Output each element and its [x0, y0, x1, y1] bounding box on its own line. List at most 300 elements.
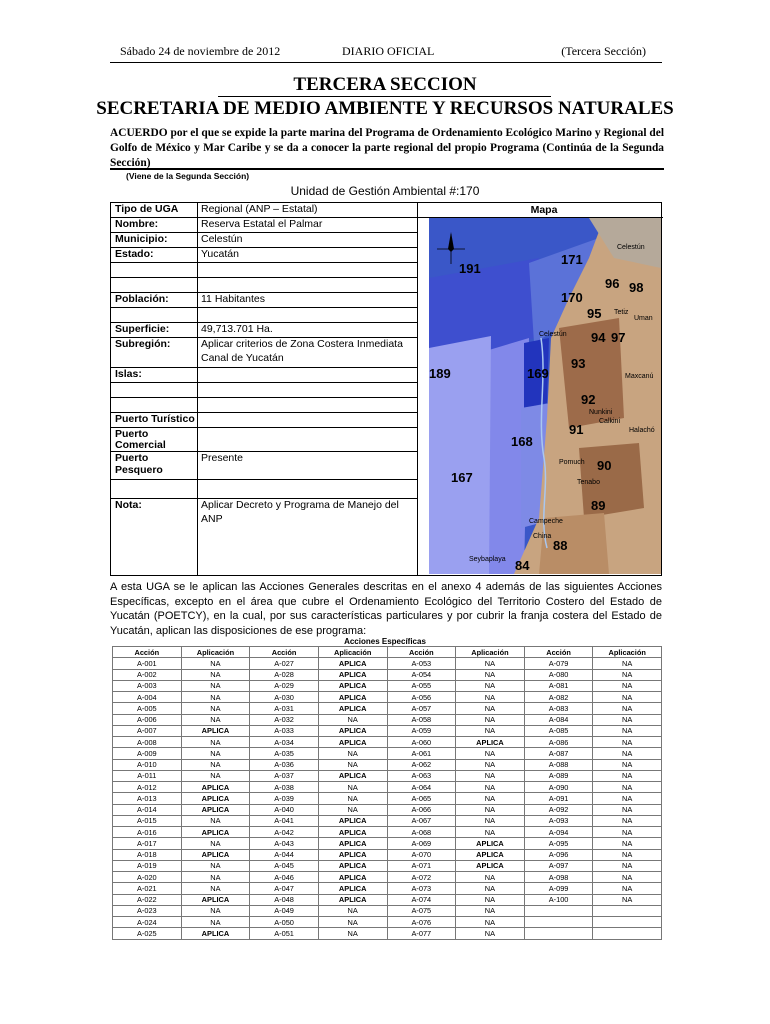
- aplicacion-cell: NA: [456, 917, 525, 928]
- aplicacion-cell: NA: [593, 815, 662, 826]
- accion-cell: A-096: [524, 849, 593, 860]
- uga-title: Unidad de Gestión Ambiental #:170: [290, 184, 480, 198]
- accion-cell: A-009: [113, 748, 182, 759]
- accion-cell: A-056: [387, 692, 456, 703]
- uga-row-islas: [111, 368, 417, 383]
- uga-label-divider-nota: [197, 499, 198, 575]
- map-label-93: 93: [571, 356, 586, 371]
- map-label-170: 170: [561, 290, 583, 305]
- aplicacion-cell: NA: [456, 827, 525, 838]
- accion-cell: A-035: [250, 748, 319, 759]
- uga-row-nombre: [111, 218, 417, 233]
- table-row: [113, 737, 662, 748]
- acciones-table: [112, 646, 662, 940]
- uga-row-nota: [111, 499, 417, 529]
- accion-cell: A-099: [524, 883, 593, 894]
- map-place-north: Celestún: [617, 244, 645, 251]
- uga-row-blank-6: [111, 480, 417, 499]
- accion-cell: A-019: [113, 860, 182, 871]
- table-row: [113, 793, 662, 804]
- uga-row-turistico: [111, 413, 417, 428]
- aplicacion-cell: [593, 928, 662, 939]
- nota-label: Nota:: [115, 499, 142, 511]
- accion-cell: A-017: [113, 838, 182, 849]
- aplicacion-cell: APLICA: [181, 827, 250, 838]
- aplicacion-cell: NA: [456, 872, 525, 883]
- table-row: [113, 860, 662, 871]
- accion-cell: A-045: [250, 860, 319, 871]
- accion-cell: A-008: [113, 737, 182, 748]
- accion-cell: A-091: [524, 793, 593, 804]
- acciones-title: Acciones Específicas: [344, 637, 426, 646]
- aplicacion-cell: NA: [593, 793, 662, 804]
- aplicacion-cell: NA: [456, 658, 525, 669]
- aplicacion-cell: NA: [593, 680, 662, 691]
- map-label-191: 191: [459, 261, 481, 276]
- aplicacion-cell: NA: [593, 725, 662, 736]
- map-label-92: 92: [581, 392, 596, 407]
- accion-cell: A-057: [387, 703, 456, 714]
- nombre-label: Nombre:: [115, 218, 159, 230]
- aplicacion-cell: NA: [456, 692, 525, 703]
- accion-cell: A-010: [113, 759, 182, 770]
- acciones-paragraph: A esta UGA se le aplican las Acciones Generales descritas en el anexo 4 además de las siguientes Acciones Específicas, excepto en el área que cubre el Ordenamiento Ecológico del Territorio Costero del Estado de Yucatán (POETCY), en la cual, por sus características particulares y por cubrir la franja costera del Estado de Yucatán, aplican las disposiciones de ese programa:: [110, 581, 662, 637]
- table-row: [113, 883, 662, 894]
- table-row: [113, 838, 662, 849]
- accion-cell: A-021: [113, 883, 182, 894]
- table-row: [113, 703, 662, 714]
- aplicacion-cell: APLICA: [318, 815, 387, 826]
- aplicacion-cell: APLICA: [181, 782, 250, 793]
- accion-cell: A-011: [113, 770, 182, 781]
- uga-row-municipio: [111, 233, 417, 248]
- accion-cell: A-095: [524, 838, 593, 849]
- map-place-campeche: Campeche: [529, 518, 563, 525]
- aplicacion-cell: NA: [456, 815, 525, 826]
- aplicacion-cell: APLICA: [318, 692, 387, 703]
- accion-cell: A-098: [524, 872, 593, 883]
- estado-label: Estado:: [115, 248, 154, 260]
- aplicacion-cell: APLICA: [181, 849, 250, 860]
- nombre-value: Reserva Estatal el Palmar: [201, 218, 323, 230]
- accion-cell: A-013: [113, 793, 182, 804]
- turistico-label: Puerto Turístico: [115, 413, 195, 425]
- table-row: [113, 827, 662, 838]
- decree-rule: [110, 168, 664, 170]
- accion-cell: A-038: [250, 782, 319, 793]
- aplicacion-cell: APLICA: [181, 894, 250, 905]
- table-row: [113, 759, 662, 770]
- accion-cell: A-070: [387, 849, 456, 860]
- aplicacion-cell: NA: [593, 759, 662, 770]
- accion-cell: A-068: [387, 827, 456, 838]
- accion-cell: A-093: [524, 815, 593, 826]
- accion-cell: A-071: [387, 860, 456, 871]
- aplicacion-cell: NA: [593, 849, 662, 860]
- accion-cell: A-088: [524, 759, 593, 770]
- aplicacion-cell: NA: [593, 714, 662, 725]
- aplicacion-cell: NA: [593, 658, 662, 669]
- aplicacion-cell: APLICA: [181, 928, 250, 939]
- accion-cell: A-080: [524, 669, 593, 680]
- aplicacion-cell: APLICA: [318, 669, 387, 680]
- accion-cell: A-053: [387, 658, 456, 669]
- aplicacion-cell: NA: [593, 748, 662, 759]
- aplicacion-cell: NA: [456, 804, 525, 815]
- pesquero-label-line1: Puerto: [115, 452, 149, 464]
- accion-cell: [524, 928, 593, 939]
- aplicacion-cell: NA: [456, 793, 525, 804]
- aplicacion-cell: NA: [593, 872, 662, 883]
- aplicacion-cell: NA: [593, 770, 662, 781]
- table-row: [113, 905, 662, 916]
- accion-cell: A-048: [250, 894, 319, 905]
- section-title-underline: [218, 96, 551, 97]
- aplicacion-cell: NA: [181, 759, 250, 770]
- aplicacion-cell: NA: [318, 782, 387, 793]
- accion-cell: A-066: [387, 804, 456, 815]
- aplicacion-cell: APLICA: [181, 804, 250, 815]
- map-place-nunkini: Nunkini: [589, 409, 613, 416]
- aplicacion-cell: NA: [181, 815, 250, 826]
- accion-cell: A-042: [250, 827, 319, 838]
- decree-text: ACUERDO por el que se expide la parte marina del Programa de Ordenamiento Ecológico Marino y Regional del Golfo de México y Mar Caribe y se da a conocer la parte regional del propio Programa (Continúa de la Segunda Sección): [110, 127, 664, 169]
- accion-cell: A-049: [250, 905, 319, 916]
- header-section: (Tercera Sección): [561, 44, 646, 58]
- accion-cell: A-024: [113, 917, 182, 928]
- accion-cell: A-020: [113, 872, 182, 883]
- aplicacion-cell: NA: [593, 804, 662, 815]
- table-row: [113, 928, 662, 939]
- aplicacion-cell: APLICA: [318, 838, 387, 849]
- map-label-89: 89: [591, 498, 606, 513]
- accion-cell: A-041: [250, 815, 319, 826]
- uga-row-estado: [111, 248, 417, 263]
- aplicacion-cell: NA: [593, 827, 662, 838]
- aplicacion-cell: NA: [181, 669, 250, 680]
- aplicacion-cell: NA: [318, 905, 387, 916]
- aplicacion-cell: APLICA: [318, 737, 387, 748]
- tipo-value: Regional (ANP – Estatal): [201, 203, 318, 215]
- map-place-china: China: [533, 533, 552, 540]
- aplicacion-cell: NA: [181, 883, 250, 894]
- col-aplicacion-4: Aplicación: [593, 647, 662, 658]
- aplicacion-cell: APLICA: [456, 737, 525, 748]
- accion-cell: A-012: [113, 782, 182, 793]
- aplicacion-cell: NA: [456, 669, 525, 680]
- accion-cell: A-005: [113, 703, 182, 714]
- accion-cell: A-061: [387, 748, 456, 759]
- acciones-body: [113, 658, 662, 939]
- map-place-pomuch: Pomuch: [559, 459, 585, 466]
- aplicacion-cell: NA: [593, 669, 662, 680]
- aplicacion-cell: NA: [181, 692, 250, 703]
- aplicacion-cell: APLICA: [318, 872, 387, 883]
- accion-cell: A-025: [113, 928, 182, 939]
- poblacion-label: Población:: [115, 293, 169, 305]
- accion-cell: A-072: [387, 872, 456, 883]
- aplicacion-cell: NA: [318, 804, 387, 815]
- accion-cell: A-036: [250, 759, 319, 770]
- aplicacion-cell: APLICA: [456, 849, 525, 860]
- uga-row-tipo: [111, 203, 417, 218]
- accion-cell: A-090: [524, 782, 593, 793]
- aplicacion-cell: APLICA: [318, 883, 387, 894]
- table-row: [113, 872, 662, 883]
- accion-cell: A-033: [250, 725, 319, 736]
- aplicacion-cell: NA: [456, 703, 525, 714]
- table-row: [113, 849, 662, 860]
- col-accion-1: Acción: [113, 647, 182, 658]
- accion-cell: A-016: [113, 827, 182, 838]
- aplicacion-cell: NA: [456, 905, 525, 916]
- superficie-value: 49,713.701 Ha.: [201, 323, 273, 335]
- aplicacion-cell: NA: [181, 703, 250, 714]
- accion-cell: A-076: [387, 917, 456, 928]
- aplicacion-cell: NA: [456, 759, 525, 770]
- accion-cell: A-044: [250, 849, 319, 860]
- aplicacion-cell: NA: [181, 658, 250, 669]
- accion-cell: A-069: [387, 838, 456, 849]
- accion-cell: A-006: [113, 714, 182, 725]
- map-place-maxcanu: Maxcanú: [625, 373, 654, 380]
- accion-cell: A-079: [524, 658, 593, 669]
- comercial-label-line1: Puerto: [115, 428, 149, 440]
- aplicacion-cell: [593, 905, 662, 916]
- subregion-label: Subregión:: [115, 338, 171, 350]
- map-label-98: 98: [629, 280, 644, 295]
- aplicacion-cell: NA: [318, 759, 387, 770]
- accion-cell: A-014: [113, 804, 182, 815]
- aplicacion-cell: NA: [456, 782, 525, 793]
- accion-cell: A-029: [250, 680, 319, 691]
- uga-row-blank-2: [111, 278, 417, 293]
- uga-row-comercial: [111, 428, 417, 452]
- accion-cell: A-004: [113, 692, 182, 703]
- map-label-96: 96: [605, 276, 620, 291]
- page-header: [110, 44, 662, 62]
- table-row: [113, 815, 662, 826]
- aplicacion-cell: NA: [318, 917, 387, 928]
- map-label-88: 88: [553, 538, 568, 553]
- aplicacion-cell: NA: [593, 883, 662, 894]
- aplicacion-cell: APLICA: [181, 725, 250, 736]
- accion-cell: [524, 917, 593, 928]
- aplicacion-cell: APLICA: [456, 838, 525, 849]
- aplicacion-cell: APLICA: [318, 703, 387, 714]
- accion-cell: A-064: [387, 782, 456, 793]
- table-row: [113, 714, 662, 725]
- accion-cell: A-067: [387, 815, 456, 826]
- accion-cell: A-059: [387, 725, 456, 736]
- table-row: [113, 725, 662, 736]
- uga-row-pesquero: [111, 452, 417, 480]
- aplicacion-cell: NA: [181, 838, 250, 849]
- col-accion-4: Acción: [524, 647, 593, 658]
- municipio-value: Celestún: [201, 233, 243, 245]
- accion-cell: A-062: [387, 759, 456, 770]
- table-row: [113, 917, 662, 928]
- accion-cell: A-046: [250, 872, 319, 883]
- map-header: Mapa: [530, 204, 558, 216]
- uga-row-subregion: [111, 338, 417, 368]
- nota-value-line1: Aplicar Decreto y Programa de Manejo del: [201, 499, 399, 511]
- aplicacion-cell: NA: [456, 928, 525, 939]
- aplicacion-cell: NA: [456, 680, 525, 691]
- aplicacion-cell: NA: [181, 770, 250, 781]
- aplicacion-cell: NA: [181, 860, 250, 871]
- accion-cell: A-082: [524, 692, 593, 703]
- accion-cell: A-075: [387, 905, 456, 916]
- uga-row-blank-1: [111, 263, 417, 278]
- accion-cell: A-007: [113, 725, 182, 736]
- comercial-label-line2: Comercial: [115, 439, 166, 451]
- accion-cell: A-100: [524, 894, 593, 905]
- aplicacion-cell: NA: [318, 748, 387, 759]
- uga-row-superficie: [111, 323, 417, 338]
- map-label-189: 189: [429, 366, 451, 381]
- accion-cell: A-032: [250, 714, 319, 725]
- col-accion-3: Acción: [387, 647, 456, 658]
- col-aplicacion-3: Aplicación: [456, 647, 525, 658]
- table-row: [113, 782, 662, 793]
- uga-table: [110, 202, 662, 576]
- map-place-seybaplaya: Seybaplaya: [469, 556, 506, 563]
- accion-cell: A-089: [524, 770, 593, 781]
- aplicacion-cell: NA: [181, 714, 250, 725]
- accion-cell: A-002: [113, 669, 182, 680]
- accion-cell: A-073: [387, 883, 456, 894]
- table-row: [113, 658, 662, 669]
- accion-cell: A-022: [113, 894, 182, 905]
- accion-cell: A-092: [524, 804, 593, 815]
- table-row: [113, 770, 662, 781]
- aplicacion-cell: APLICA: [456, 860, 525, 871]
- accion-cell: A-055: [387, 680, 456, 691]
- superficie-label: Superficie:: [115, 323, 170, 335]
- accion-cell: A-077: [387, 928, 456, 939]
- poblacion-value: 11 Habitantes: [201, 293, 266, 305]
- accion-cell: A-043: [250, 838, 319, 849]
- col-aplicacion-2: Aplicación: [318, 647, 387, 658]
- accion-cell: [524, 905, 593, 916]
- aplicacion-cell: APLICA: [318, 770, 387, 781]
- aplicacion-cell: NA: [456, 770, 525, 781]
- aplicacion-cell: APLICA: [318, 894, 387, 905]
- map-place-tetiz: Tetiz: [614, 309, 629, 316]
- accion-cell: A-030: [250, 692, 319, 703]
- aplicacion-cell: APLICA: [318, 658, 387, 669]
- section-title: TERCERA SECCION: [293, 74, 477, 95]
- municipio-label: Municipio:: [115, 233, 168, 245]
- map-place-halacho: Halachó: [629, 427, 655, 434]
- subregion-value-line2: Canal de Yucatán: [201, 352, 284, 364]
- accion-cell: A-094: [524, 827, 593, 838]
- accion-cell: A-001: [113, 658, 182, 669]
- accion-cell: A-039: [250, 793, 319, 804]
- estado-value: Yucatán: [201, 248, 239, 260]
- aplicacion-cell: NA: [318, 714, 387, 725]
- map-place-calkini: Calkini: [599, 418, 621, 425]
- aplicacion-cell: NA: [456, 748, 525, 759]
- aplicacion-cell: NA: [593, 703, 662, 714]
- aplicacion-cell: NA: [593, 860, 662, 871]
- islas-label: Islas:: [115, 368, 142, 380]
- aplicacion-cell: NA: [181, 680, 250, 691]
- aplicacion-cell: NA: [181, 917, 250, 928]
- aplicacion-cell: NA: [456, 714, 525, 725]
- aplicacion-cell: NA: [181, 748, 250, 759]
- pesquero-value: Presente: [201, 452, 244, 464]
- table-row: [113, 804, 662, 815]
- accion-cell: A-054: [387, 669, 456, 680]
- uga-row-poblacion: [111, 293, 417, 308]
- uga-map-divider: [417, 203, 418, 575]
- accion-cell: A-063: [387, 770, 456, 781]
- aplicacion-cell: NA: [593, 737, 662, 748]
- aplicacion-cell: NA: [593, 838, 662, 849]
- subregion-value-line1: Aplicar criterios de Zona Costera Inmediata: [201, 338, 403, 350]
- accion-cell: A-047: [250, 883, 319, 894]
- aplicacion-cell: NA: [181, 737, 250, 748]
- accion-cell: A-040: [250, 804, 319, 815]
- accion-cell: A-023: [113, 905, 182, 916]
- map-label-84: 84: [515, 558, 530, 573]
- uga-row-blank-5: [111, 398, 417, 413]
- col-aplicacion-1: Aplicación: [181, 647, 250, 658]
- aplicacion-cell: NA: [318, 793, 387, 804]
- aplicacion-cell: APLICA: [318, 860, 387, 871]
- aplicacion-cell: APLICA: [318, 849, 387, 860]
- map-label-94: 94: [591, 330, 606, 345]
- accion-cell: A-018: [113, 849, 182, 860]
- accion-cell: A-034: [250, 737, 319, 748]
- table-row: [113, 692, 662, 703]
- accion-cell: A-031: [250, 703, 319, 714]
- map-label-90: 90: [597, 458, 612, 473]
- accion-cell: A-060: [387, 737, 456, 748]
- aplicacion-cell: APLICA: [318, 725, 387, 736]
- map-label-168: 168: [511, 434, 533, 449]
- pesquero-label-line2: Pesquero: [115, 464, 163, 476]
- map-label-171: 171: [561, 252, 583, 267]
- table-row: [113, 680, 662, 691]
- accion-cell: A-015: [113, 815, 182, 826]
- accion-cell: A-087: [524, 748, 593, 759]
- aplicacion-cell: NA: [456, 894, 525, 905]
- uga-map-svg: [429, 218, 661, 574]
- accion-cell: A-050: [250, 917, 319, 928]
- header-publication: DIARIO OFICIAL: [342, 44, 435, 58]
- tipo-label: Tipo de UGA: [115, 203, 179, 215]
- aplicacion-cell: APLICA: [318, 680, 387, 691]
- accion-cell: A-097: [524, 860, 593, 871]
- aplicacion-cell: [593, 917, 662, 928]
- accion-cell: A-027: [250, 658, 319, 669]
- aplicacion-cell: APLICA: [318, 827, 387, 838]
- header-date: Sábado 24 de noviembre de 2012: [120, 44, 281, 58]
- aplicacion-cell: NA: [456, 883, 525, 894]
- aplicacion-cell: NA: [181, 872, 250, 883]
- accion-cell: A-083: [524, 703, 593, 714]
- header-rule: [110, 62, 662, 63]
- map-label-167: 167: [451, 470, 473, 485]
- table-row: [113, 894, 662, 905]
- map-label-97: 97: [611, 330, 626, 345]
- map-label-91: 91: [569, 422, 584, 437]
- uga-map: [429, 218, 661, 574]
- table-row: [113, 669, 662, 680]
